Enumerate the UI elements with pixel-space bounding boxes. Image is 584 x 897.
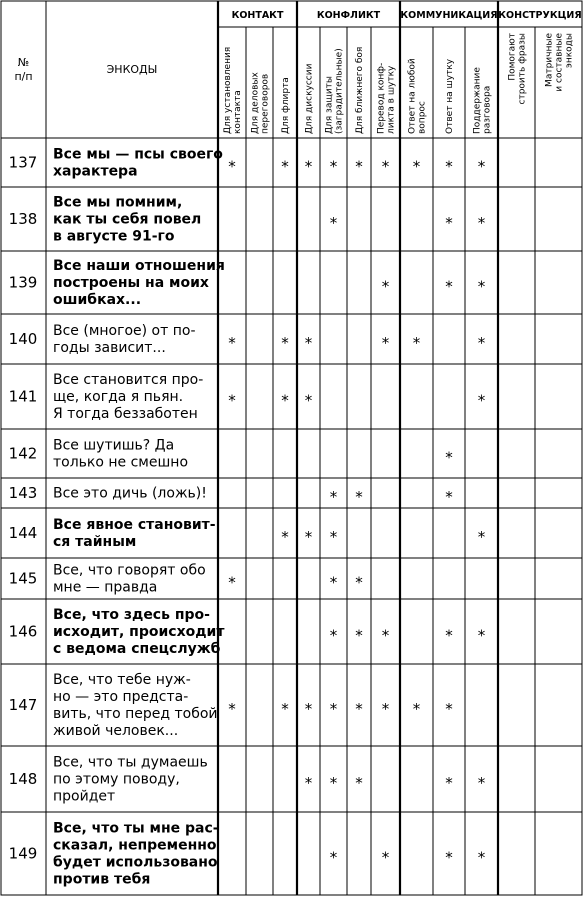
- mark-asterisk: *: [355, 774, 363, 792]
- encode-phrase: сказал, непременно: [53, 837, 217, 854]
- mark-asterisk: *: [281, 391, 289, 410]
- encode-phrase: как ты себя повел: [53, 211, 202, 228]
- mark-asterisk: *: [477, 277, 486, 296]
- column-header: строить фразы: [517, 33, 528, 105]
- encode-phrase: мне — правда: [53, 579, 158, 596]
- encode-phrase: построены на моих: [53, 275, 209, 291]
- mark-asterisk: *: [381, 626, 390, 645]
- encode-phrase: против тебя: [53, 871, 151, 888]
- mark-asterisk: *: [381, 334, 390, 352]
- encode-phrase: Все (многое) от по-: [53, 323, 196, 339]
- encode-phrase: характера: [53, 163, 138, 180]
- encode-phrase: будет использовано: [53, 854, 218, 871]
- column-header: Для установления: [223, 46, 233, 134]
- encode-phrase: в августе 91-го: [53, 228, 175, 245]
- encode-phrase: Все явное становит-: [53, 517, 216, 533]
- encode-phrase: пройдет: [53, 788, 116, 805]
- mark-asterisk: *: [477, 157, 486, 176]
- mark-asterisk: *: [477, 391, 486, 410]
- row-number: 141: [8, 387, 38, 406]
- mark-asterisk: *: [304, 157, 313, 176]
- mark-asterisk: *: [281, 157, 289, 176]
- mark-asterisk: *: [445, 157, 453, 176]
- row-number: 148: [8, 770, 38, 788]
- encode-phrase: Все, что здесь про-: [53, 607, 210, 623]
- mark-asterisk: *: [304, 700, 313, 718]
- mark-asterisk: *: [355, 700, 363, 718]
- num-header-line2: п/п: [14, 70, 33, 83]
- column-header: разговора: [482, 85, 493, 134]
- mark-asterisk: *: [477, 214, 486, 232]
- mark-asterisk: *: [228, 573, 236, 592]
- column-header: вопрос: [417, 101, 428, 134]
- encode-phrase: Все это дичь (ложь)!: [53, 485, 207, 502]
- mark-asterisk: *: [281, 528, 289, 546]
- column-header: Для защиты: [324, 75, 335, 134]
- encode-phrase: Все, что говорят обо: [53, 562, 206, 579]
- mark-asterisk: *: [445, 448, 453, 467]
- encode-phrase: с ведома спецслужб: [53, 641, 221, 657]
- mark-asterisk: *: [477, 334, 486, 352]
- mark-asterisk: *: [329, 848, 338, 867]
- column-header: Для дискуссии: [304, 63, 315, 134]
- mark-asterisk: *: [445, 277, 453, 296]
- mark-asterisk: *: [304, 334, 313, 352]
- column-header: Поддержание: [472, 67, 483, 134]
- num-header-line1: №: [17, 56, 30, 69]
- mark-asterisk: *: [355, 488, 363, 506]
- mark-asterisk: *: [304, 528, 313, 546]
- encode-phrase: Все становится про-: [53, 372, 204, 388]
- mark-asterisk: *: [304, 391, 313, 410]
- mark-asterisk: *: [228, 157, 236, 176]
- group-header: КОНТАКТ: [231, 10, 284, 21]
- encode-phrase: только не смешно: [53, 454, 189, 471]
- mark-asterisk: *: [329, 157, 338, 176]
- column-header: Ответ на шутку: [445, 58, 455, 134]
- mark-asterisk: *: [412, 334, 421, 352]
- column-header: переговоров: [260, 73, 271, 134]
- mark-asterisk: *: [329, 700, 338, 718]
- mark-asterisk: *: [445, 700, 453, 718]
- encode-phrase: ся тайным: [53, 534, 137, 550]
- mark-asterisk: *: [329, 214, 338, 232]
- table-content: [9, 10, 582, 888]
- mark-asterisk: *: [355, 157, 363, 176]
- encode-phrase: Все мы помним,: [53, 194, 183, 211]
- encode-phrase: Все, что ты мне рас-: [53, 820, 219, 837]
- mark-asterisk: *: [228, 700, 236, 718]
- mark-asterisk: *: [329, 774, 338, 792]
- column-header: Помогают: [507, 33, 518, 81]
- encode-phrase: но — это предста-: [53, 689, 189, 705]
- column-header: Для ближнего боя: [355, 46, 365, 134]
- row-number: 139: [8, 273, 38, 292]
- column-header: Для деловых: [250, 72, 261, 134]
- column-header: и составные: [554, 33, 565, 92]
- column-header: Перевод конф-: [376, 62, 387, 134]
- mark-asterisk: *: [477, 774, 486, 792]
- mark-asterisk: *: [445, 214, 453, 232]
- encode-phrase: Все, что ты думаешь: [53, 754, 208, 771]
- mark-asterisk: *: [228, 334, 236, 352]
- row-number: 138: [8, 210, 38, 228]
- row-number: 142: [8, 444, 38, 463]
- mark-asterisk: *: [381, 277, 390, 296]
- mark-asterisk: *: [445, 626, 453, 645]
- encode-phrase: годы зависит...: [53, 340, 166, 356]
- row-number: 137: [8, 153, 38, 172]
- encode-phrase: исходит, происходит: [53, 624, 225, 640]
- mark-asterisk: *: [445, 774, 453, 792]
- mark-asterisk: *: [477, 528, 486, 546]
- mark-asterisk: *: [355, 626, 363, 645]
- mark-asterisk: *: [329, 626, 338, 645]
- row-number: 147: [8, 696, 38, 714]
- column-header: Для флирта: [281, 77, 291, 134]
- encode-phrase: Я тогда беззаботен: [53, 406, 198, 422]
- mark-asterisk: *: [228, 391, 236, 410]
- mark-asterisk: *: [445, 488, 453, 506]
- column-header: ликта в шутку: [386, 65, 397, 134]
- column-header: контакта: [233, 90, 243, 134]
- mark-asterisk: *: [381, 700, 390, 718]
- row-number: 144: [8, 524, 38, 542]
- mark-asterisk: *: [445, 848, 453, 867]
- encode-phrase: Все наши отношения: [53, 258, 225, 274]
- encode-phrase: ще, когда я пьян.: [53, 389, 184, 405]
- phrase-header: ЭНКОДЫ: [106, 63, 158, 76]
- mark-asterisk: *: [477, 848, 486, 867]
- column-header: энкоды: [564, 33, 575, 69]
- row-number: 140: [8, 330, 38, 348]
- mark-asterisk: *: [281, 700, 289, 718]
- row-number: 149: [8, 844, 38, 863]
- mark-asterisk: *: [281, 334, 289, 352]
- mark-asterisk: *: [355, 573, 363, 592]
- mark-asterisk: *: [477, 626, 486, 645]
- mark-asterisk: *: [381, 157, 390, 176]
- mark-asterisk: *: [412, 157, 421, 176]
- column-header: (заградительные): [334, 48, 345, 134]
- mark-asterisk: *: [329, 488, 338, 506]
- mark-asterisk: *: [304, 774, 313, 792]
- mark-asterisk: *: [381, 848, 390, 867]
- encode-phrase: Все шутишь? Да: [53, 437, 175, 454]
- row-number: 145: [8, 569, 38, 588]
- row-number: 143: [8, 484, 38, 502]
- encode-phrase: Все мы — псы своего: [53, 146, 223, 163]
- group-header: КОНСТРУКЦИЯ: [498, 10, 582, 21]
- column-header: Ответ на любой: [407, 58, 418, 134]
- encode-phrase: по этому поводу,: [53, 771, 180, 788]
- group-header: КОНФЛИКТ: [316, 10, 381, 21]
- column-header: Матричные: [544, 33, 555, 87]
- encode-phrase: ошибках...: [53, 292, 142, 308]
- encode-phrase: Все, что тебе нуж-: [53, 672, 191, 688]
- mark-asterisk: *: [412, 700, 421, 718]
- encode-phrase: вить, что перед тобой: [53, 706, 218, 722]
- mark-asterisk: *: [329, 528, 338, 546]
- group-header: КОММУНИКАЦИЯ: [400, 10, 498, 21]
- encode-phrase: живой человек...: [53, 723, 179, 739]
- mark-asterisk: *: [329, 573, 338, 592]
- row-number: 146: [8, 622, 38, 641]
